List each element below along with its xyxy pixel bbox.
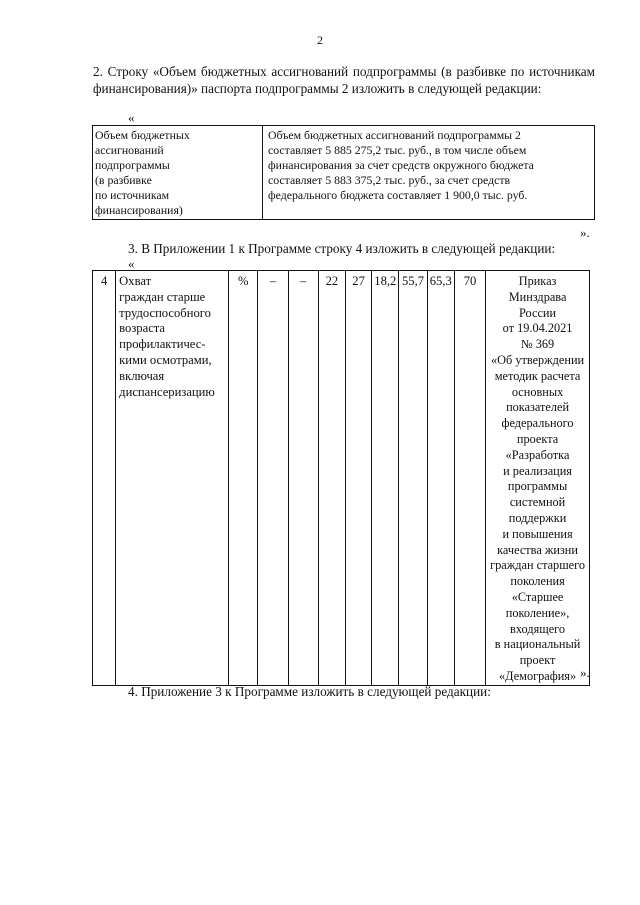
value-line: Объем бюджетных ассигнований подпрограммы 2 [268, 128, 521, 142]
document-line: поколение», [505, 605, 570, 620]
value-line: составляет 5 883 375,2 тыс. руб., за счет средств [268, 173, 511, 187]
row-number-cell: 4 [93, 271, 116, 686]
section-4-text: 4. Приложение 3 к Программе изложить в следующей редакции: [128, 684, 491, 699]
document-line: от 19.04.2021 [502, 321, 573, 336]
document-line: показателей [506, 400, 570, 415]
label-line: (в разбивке [95, 173, 152, 187]
section-2-close-quote: ». [580, 225, 590, 240]
document-line: «Разработка [505, 447, 570, 462]
unit-cell: % [229, 271, 258, 686]
budget-value-cell [263, 126, 595, 220]
indicator-line: граждан старше [119, 289, 206, 304]
document-line: «Демография» [499, 668, 577, 683]
document-line: качества жизни [497, 542, 578, 557]
document-line: «Старшее [511, 589, 564, 604]
document-line: и реализация [503, 463, 572, 478]
label-line: ассигнований [95, 143, 164, 157]
document-line: Минздрава [508, 289, 567, 304]
indicator-line: профилактичес- [119, 337, 206, 352]
label-line: по источникам [95, 188, 170, 202]
value-cell: – [258, 271, 288, 686]
document-line: граждан старшего [490, 558, 586, 573]
indicator-table [92, 270, 590, 686]
section-3-close-quote: ». [580, 665, 590, 680]
document-line: в национальный [494, 637, 581, 652]
label-line: финансирования) [95, 203, 183, 217]
indicator-line: трудоспособного [119, 305, 211, 320]
document-line: России [519, 305, 557, 320]
document-line: «Об утверждении [490, 352, 585, 367]
section-2-open-quote: « [128, 110, 135, 125]
section-2-text: 2. Строку «Объем бюджетных ассигнований подпрограммы (в разбивке по источникам финансирования)» паспорта подпрограммы 2 изложить в следующей редакции: [93, 64, 595, 96]
value-cell: 22 [318, 271, 345, 686]
label-line: Объем бюджетных [95, 128, 190, 142]
value-cell: 18,2 [372, 271, 399, 686]
page-number: 2 [317, 33, 323, 47]
value-cell: 70 [454, 271, 485, 686]
indicator-cell [116, 271, 229, 686]
indicator-line: Охват [119, 274, 152, 288]
document-line: проекта [516, 431, 559, 446]
document-line: федерального [501, 416, 574, 431]
document-line: Приказ [518, 274, 557, 288]
document-line: системной [509, 495, 566, 510]
indicator-line: возраста [119, 321, 166, 336]
budget-label-cell [93, 126, 263, 220]
indicator-line: включая [119, 368, 165, 383]
document-line: проект [519, 653, 556, 668]
document-cell [486, 271, 590, 686]
value-cell: 27 [346, 271, 372, 686]
document-line: программы [507, 479, 568, 494]
table-row [93, 126, 595, 220]
value-line: федерального бюджета составляет 1 900,0 тыс. руб. [268, 188, 528, 202]
budget-table [92, 125, 595, 220]
value-cell: 55,7 [399, 271, 427, 686]
section-3-text: 3. В Приложении 1 к Программе строку 4 изложить в следующей редакции: [128, 241, 556, 256]
document-line: и повышения [502, 526, 573, 541]
indicator-line: кими осмотрами, [119, 352, 212, 367]
document-line: методик расчета [494, 368, 581, 383]
document-line: поколения [510, 574, 565, 589]
table-row [93, 271, 590, 686]
value-line: финансирования за счет средств окружного бюджета [268, 158, 534, 172]
document-line: № 369 [520, 337, 555, 352]
value-line: составляет 5 885 275,2 тыс. руб., в том числе объем [268, 143, 527, 157]
indicator-line: диспансеризацию [119, 384, 215, 399]
label-line: подпрограммы [95, 158, 170, 172]
document-line: входящего [510, 621, 566, 636]
section-3-open-quote: « [128, 256, 135, 271]
document-line: поддержки [508, 510, 567, 525]
value-cell: – [288, 271, 318, 686]
value-cell: 65,3 [427, 271, 454, 686]
document-line: основных [511, 384, 564, 399]
